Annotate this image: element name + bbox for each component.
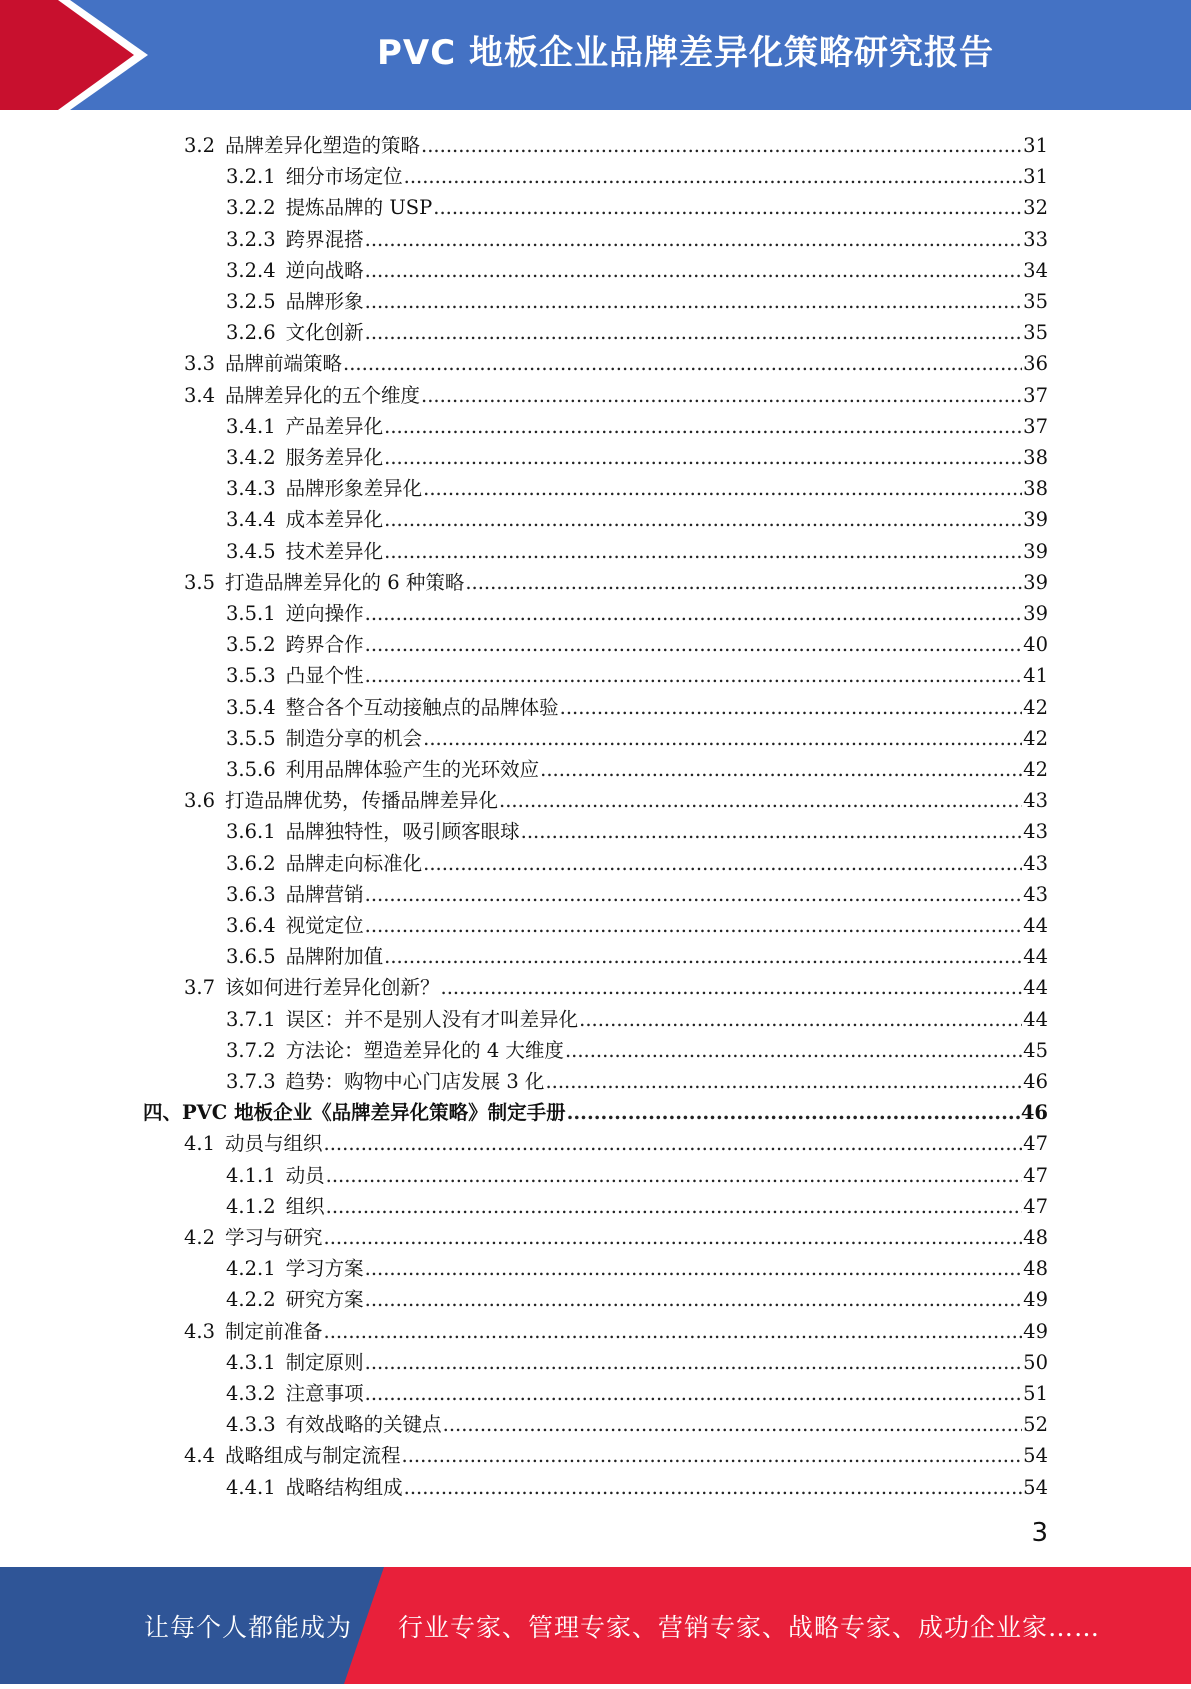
toc-entry[interactable]: [226, 908, 1048, 939]
toc-dot-leader: [545, 1069, 1022, 1095]
toc-entry-page: 41: [1023, 664, 1048, 688]
toc-entry[interactable]: [226, 721, 1048, 752]
toc-entry-title: 技术差异化: [285, 539, 384, 563]
toc-entry[interactable]: [226, 1376, 1048, 1407]
toc-entry-page: 39: [1023, 602, 1048, 625]
toc-dot-leader: [365, 227, 1023, 253]
toc-dot-leader: [421, 383, 1022, 409]
toc-entry-page: 42: [1023, 758, 1048, 781]
document-title: PVC 地板企业品牌差异化策略研究报告: [376, 33, 995, 73]
toc-entry[interactable]: [226, 877, 1048, 908]
toc-entry[interactable]: [226, 1064, 1048, 1095]
toc-entry-title: 误区：并不是别人没有才叫差异化: [285, 1007, 579, 1031]
toc-entry-page: 46: [1020, 1101, 1048, 1125]
toc-entry-number: 3.2: [184, 134, 216, 157]
toc-entry-title: 跨界合作: [285, 633, 364, 657]
toc-entry-page: 39: [1023, 539, 1048, 563]
toc-entry-number: 4.4.1: [226, 1475, 276, 1499]
toc-entry-page: 49: [1023, 1288, 1048, 1312]
toc-dot-leader: [421, 133, 1022, 159]
toc-entry-page: 37: [1023, 383, 1048, 407]
toc-entry[interactable]: [184, 565, 1048, 596]
toc-dot-leader: [579, 1007, 1022, 1033]
toc-entry[interactable]: [226, 440, 1048, 471]
toc-entry-number: 3.4.4: [226, 508, 276, 532]
toc-entry-page: 39: [1023, 570, 1048, 594]
toc-entry[interactable]: [226, 159, 1048, 190]
toc-entry-title: 有效战略的关键点: [285, 1413, 442, 1437]
toc-dot-leader: [365, 289, 1023, 315]
toc-entry-number: 3.6.3: [226, 882, 276, 906]
toc-entry[interactable]: [184, 1126, 1048, 1157]
toc-entry-number: 3.2.4: [226, 258, 276, 282]
toc-entry-page: 44: [1023, 976, 1048, 1000]
toc-entry-page: 43: [1023, 882, 1048, 906]
toc-entry[interactable]: [184, 1438, 1048, 1469]
toc-entry-title: 细分市场定位: [285, 165, 403, 189]
toc-entry-title: 凸显个性: [285, 664, 364, 688]
toc-entry-page: 49: [1023, 1319, 1048, 1343]
toc-entry[interactable]: [226, 1282, 1048, 1313]
toc-entry-number: 3.2.6: [226, 321, 276, 345]
toc-entry-number: 3.5.4: [226, 695, 276, 719]
toc-dot-leader: [326, 1194, 1023, 1220]
toc-dot-leader: [423, 851, 1022, 877]
toc-entry[interactable]: [226, 814, 1048, 845]
toc-dot-leader: [365, 601, 1023, 627]
toc-entry-title: 动员与组织: [225, 1132, 323, 1156]
toc-entry-title: 组织: [285, 1194, 325, 1218]
toc-entry-page: 46: [1023, 1070, 1048, 1093]
toc-entry[interactable]: [226, 1251, 1048, 1282]
toc-entry-page: 35: [1023, 321, 1048, 345]
toc-dot-leader: [521, 819, 1023, 845]
toc-entry-number: 3.5.2: [226, 633, 276, 657]
toc-dot-leader: [365, 258, 1023, 284]
toc-entry[interactable]: [226, 315, 1048, 346]
toc-dot-leader: [423, 476, 1022, 502]
toc-dot-leader: [324, 1131, 1023, 1157]
toc-entry[interactable]: [226, 1033, 1048, 1064]
toc-entry-title: 打造品牌优势，传播品牌差异化: [225, 789, 499, 813]
toc-entry[interactable]: [184, 1314, 1048, 1345]
toc-entry-number: 3.4: [184, 383, 216, 407]
toc-entry-title: 品牌差异化的五个维度: [225, 383, 421, 407]
toc-dot-leader: [365, 320, 1023, 346]
toc-entry[interactable]: [226, 190, 1048, 221]
toc-entry-number: 3.4.2: [226, 446, 276, 469]
toc-entry-title: 该如何进行差异化创新？: [225, 976, 440, 1000]
toc-entry-page: 51: [1023, 1382, 1048, 1405]
toc-entry-title: 服务差异化: [285, 446, 384, 469]
toc-entry-title: 整合各个互动接触点的品牌体验: [285, 695, 559, 719]
toc-entry-number: 3.6.2: [226, 851, 276, 875]
toc-entry-page: 37: [1023, 414, 1048, 438]
toc-entry-number: 3.7: [184, 976, 216, 1000]
toc-entry-number: 3.5.3: [226, 664, 276, 688]
toc-entry-number: 3.6.1: [226, 820, 276, 844]
toc-entry-page: 54: [1023, 1444, 1048, 1468]
toc-entry-page: 35: [1023, 290, 1048, 313]
toc-entry-title: 注意事项: [285, 1382, 364, 1405]
toc-dot-leader: [365, 663, 1023, 689]
toc-entry-page: 39: [1023, 508, 1048, 532]
toc-entry-title: 研究方案: [285, 1288, 364, 1312]
toc-entry-title: 战略组成与制定流程: [225, 1444, 401, 1468]
toc-entry-page: 47: [1023, 1163, 1048, 1187]
toc-entry-number: 4.3: [184, 1319, 216, 1343]
footer-slogan-left: 让每个人都能成为: [144, 1613, 353, 1642]
toc-dot-leader: [540, 757, 1022, 783]
toc-entry[interactable]: [226, 1158, 1048, 1189]
toc-dot-leader: [560, 695, 1023, 721]
toc-entry[interactable]: [184, 378, 1048, 409]
toc-entry-number: 3.7.3: [226, 1070, 276, 1093]
toc-entry-number: 3.7.2: [226, 1038, 276, 1062]
toc-entry-title: 品牌差异化塑造的策略: [225, 134, 421, 157]
toc-entry-title: 制定前准备: [225, 1319, 323, 1343]
toc-dot-leader: [567, 1100, 1020, 1126]
toc-entry-page: 47: [1023, 1132, 1048, 1156]
toc-entry-page: 33: [1023, 227, 1048, 251]
page-header: [0, 0, 1191, 112]
toc-entry-number: 3.5: [184, 570, 216, 594]
toc-entry-title: 品牌附加值: [285, 945, 384, 969]
toc-entry[interactable]: [226, 284, 1048, 315]
toc-dot-leader: [404, 164, 1023, 190]
toc-entry-number: 3.5.6: [226, 758, 276, 781]
toc-entry[interactable]: [226, 222, 1048, 253]
toc-entry-page: 43: [1023, 820, 1048, 844]
toc-entry-title: 学习与研究: [225, 1226, 323, 1249]
toc-entry-page: 48: [1023, 1226, 1048, 1249]
toc-entry-page: 31: [1023, 165, 1048, 189]
toc-entry[interactable]: [226, 596, 1048, 627]
toc-entry-number: 4.2.2: [226, 1288, 276, 1312]
toc-entry-page: 38: [1023, 477, 1048, 501]
toc-entry-title: 制造分享的机会: [285, 726, 423, 750]
toc-entry-number: 3.2.5: [226, 290, 276, 313]
toc-dot-leader: [324, 1319, 1023, 1345]
toc-entry-number: 3.2.3: [226, 227, 276, 251]
toc-entry-number: 3.7.1: [226, 1007, 276, 1031]
toc-dot-leader: [365, 632, 1023, 658]
toc-entry[interactable]: [226, 846, 1048, 877]
toc-dot-leader: [404, 1475, 1023, 1501]
toc-entry-number: 4.4: [184, 1444, 216, 1468]
toc-entry-number: 3.6.5: [226, 945, 276, 969]
toc-entry[interactable]: [184, 346, 1048, 377]
toc-dot-leader: [465, 570, 1022, 596]
toc-dot-leader: [402, 1443, 1023, 1469]
toc-entry[interactable]: [226, 1470, 1048, 1501]
toc-entry-number: 3.2.2: [226, 196, 276, 220]
toc-dot-leader: [365, 882, 1023, 908]
toc-dot-leader: [499, 788, 1022, 814]
toc-entry-title: 品牌形象: [285, 290, 364, 313]
toc-entry-number: 4.2.1: [226, 1257, 276, 1281]
toc-entry-title: 逆向操作: [285, 602, 364, 625]
toc-dot-leader: [384, 507, 1022, 533]
toc-entry-title: 品牌形象差异化: [285, 477, 423, 501]
toc-dot-leader: [365, 1350, 1023, 1376]
toc-entry[interactable]: [226, 658, 1048, 689]
toc-entry[interactable]: [226, 1345, 1048, 1376]
toc-entry-page: 42: [1023, 695, 1048, 719]
toc-entry-title: 利用品牌体验产生的光环效应: [285, 758, 540, 781]
toc-entry-number: 4.3.3: [226, 1413, 276, 1437]
toc-entry-number: 3.6: [184, 789, 216, 813]
toc-entry[interactable]: [184, 783, 1048, 814]
toc-entry[interactable]: [226, 253, 1048, 284]
toc-entry-number: 4.1: [184, 1132, 216, 1156]
toc-entry-title: 成本差异化: [285, 508, 384, 532]
toc-dot-leader: [441, 975, 1023, 1001]
toc-dot-leader: [384, 539, 1022, 565]
toc-entry-page: 31: [1023, 134, 1048, 157]
toc-entry-title: 制定原则: [285, 1350, 364, 1374]
toc-entry-title: 文化创新: [285, 321, 364, 345]
toc-entry[interactable]: [184, 1220, 1048, 1251]
toc-entry-page: 32: [1023, 196, 1048, 220]
page-footer: [0, 1567, 1191, 1684]
toc-dot-leader: [343, 351, 1022, 377]
toc-entry-number: 3.3: [184, 352, 216, 376]
toc-entry-page: 38: [1023, 446, 1048, 469]
toc-dot-leader: [326, 1163, 1023, 1189]
toc-dot-leader: [423, 726, 1022, 752]
toc-entry-page: 44: [1023, 945, 1048, 969]
toc-entry[interactable]: [184, 128, 1048, 159]
toc-entry-number: 3.4.5: [226, 539, 276, 563]
toc-entry[interactable]: [226, 627, 1048, 658]
toc-entry-number: 4.1.2: [226, 1194, 276, 1218]
toc-dot-leader: [365, 1256, 1023, 1282]
toc-dot-leader: [565, 1038, 1022, 1064]
toc-entry-number: 4.3.1: [226, 1350, 276, 1374]
toc-entry-title: 视觉定位: [285, 914, 364, 937]
toc-entry[interactable]: [226, 502, 1048, 533]
toc-entry[interactable]: [226, 690, 1048, 721]
toc-dot-leader: [433, 195, 1022, 221]
toc-dot-leader: [384, 445, 1022, 471]
toc-entry-number: 3.6.4: [226, 914, 276, 937]
toc-entry[interactable]: [226, 534, 1048, 565]
toc-entry[interactable]: [226, 1407, 1048, 1438]
toc-entry-page: 36: [1023, 352, 1048, 376]
toc-dot-leader: [365, 1287, 1023, 1313]
toc-entry-title: 品牌前端策略: [225, 352, 343, 376]
toc-entry[interactable]: [226, 471, 1048, 502]
toc-entry-page: 52: [1023, 1413, 1048, 1437]
toc-entry-page: 50: [1023, 1350, 1048, 1374]
toc-entry-title: 方法论：塑造差异化的 4 大维度: [285, 1038, 564, 1062]
toc-entry-title: 产品差异化: [285, 414, 384, 438]
toc-entry-page: 44: [1023, 1007, 1048, 1031]
toc-entry-title: 趋势：购物中心门店发展 3 化: [285, 1070, 545, 1093]
page-number: 3: [1031, 1518, 1048, 1548]
toc-entry[interactable]: [226, 409, 1048, 440]
toc-entry-number: 4.3.2: [226, 1382, 276, 1405]
toc-dot-leader: [384, 944, 1022, 970]
toc-entry-title: 逆向战略: [285, 258, 364, 282]
toc-entry-title: 动员: [285, 1163, 325, 1187]
toc-entry-page: 47: [1023, 1194, 1048, 1218]
toc-entry[interactable]: [226, 939, 1048, 970]
toc-entry-title: 提炼品牌的 USP: [285, 196, 433, 220]
toc-dot-leader: [384, 414, 1022, 440]
toc-entry-title: 品牌走向标准化: [285, 851, 423, 875]
toc-dot-leader: [324, 1225, 1023, 1251]
toc-entry[interactable]: [226, 1189, 1048, 1220]
toc-entry-number: 3.4.1: [226, 414, 276, 438]
toc-entry[interactable]: [143, 1095, 1048, 1126]
toc-entry-title: 打造品牌差异化的 6 种策略: [225, 570, 465, 594]
toc-entry-page: 54: [1023, 1475, 1048, 1499]
toc-entry[interactable]: [184, 970, 1048, 1001]
toc-entry-number: 3.4.3: [226, 477, 276, 501]
toc-entry-number: 4.1.1: [226, 1163, 276, 1187]
toc-dot-leader: [443, 1412, 1023, 1438]
toc-entry-number: 3.5.5: [226, 726, 276, 750]
toc-entry-page: 44: [1023, 914, 1048, 937]
toc-entry-title: 品牌独特性，吸引顾客眼球: [285, 820, 520, 844]
toc-dot-leader: [365, 913, 1023, 939]
toc-entry-title: 跨界混搭: [285, 227, 364, 251]
toc-entry-title: 战略结构组成: [285, 1475, 403, 1499]
toc-entry-page: 43: [1023, 851, 1048, 875]
toc-entry-page: 48: [1023, 1257, 1048, 1281]
toc-entry-number: 3.2.1: [226, 165, 276, 189]
toc-entry-number: 4.2: [184, 1226, 216, 1249]
toc-entry-page: 42: [1023, 726, 1048, 750]
toc-entry[interactable]: [226, 1002, 1048, 1033]
toc-entry-page: 34: [1023, 258, 1048, 282]
toc-entry[interactable]: [226, 752, 1048, 783]
toc-dot-leader: [365, 1381, 1023, 1407]
footer-slogan-right: 行业专家、管理专家、营销专家、战略专家、成功企业家……: [398, 1613, 1101, 1642]
toc-entry-page: 45: [1023, 1038, 1048, 1062]
toc-entry-page: 40: [1023, 633, 1048, 657]
toc-entry-title: 学习方案: [285, 1257, 364, 1281]
toc-entry-number: 3.5.1: [226, 602, 276, 625]
toc-entry-title: 四、PVC 地板企业《品牌差异化策略》制定手册: [143, 1101, 566, 1125]
toc-entry-page: 43: [1023, 789, 1048, 813]
toc-entry-title: 品牌营销: [285, 882, 364, 906]
